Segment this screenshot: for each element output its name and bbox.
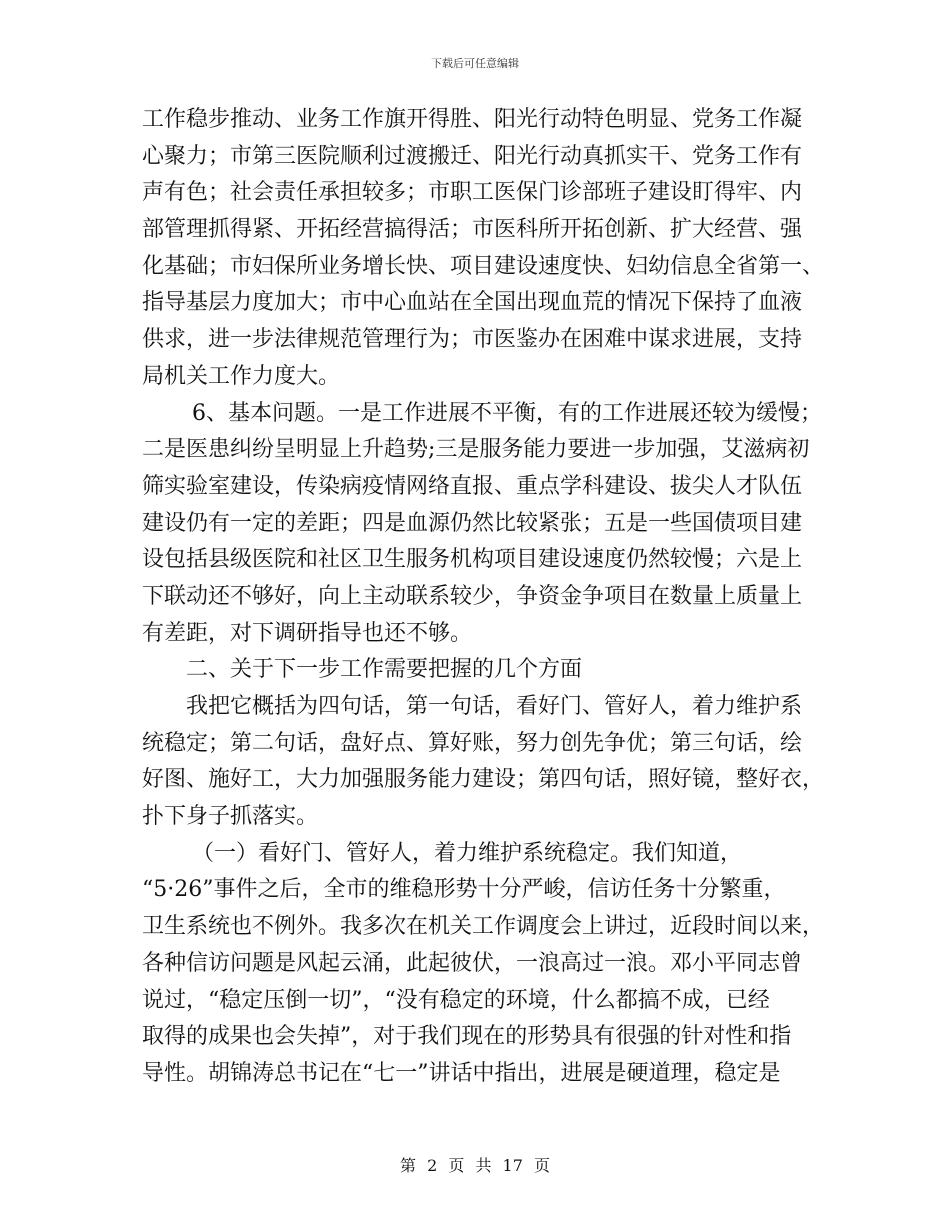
text-line: 心聚力；市第三医院顺利过渡搬迁、阳光行动真抓实干、党务工作有 (142, 143, 803, 169)
text-line: 卫生系统也不例外。我多次在机关工作调度会上讲过，近段时间以来， (142, 914, 825, 940)
text-line: 指导基层力度加大；市中心血站在全国出现血荒的情况下保持了血液 (142, 290, 803, 316)
text-line: 二是医患纠纷呈明显上升趋势;三是服务能力要进一步加强，艾滋病初 (142, 437, 810, 463)
text-line: 有差距，对下调研指导也还不够。 (142, 620, 473, 646)
text-line: 局机关工作力度大。 (142, 363, 341, 389)
text-line: “5·26”事件之后，全市的维稳形势十分严峻，信访任务十分繁重， (142, 877, 786, 903)
text-line: 筛实验室建设，传染病疫情网络直报、重点学科建设、拔尖人才队伍 (142, 473, 803, 499)
text-line: 说过，“稳定压倒一切”，“没有稳定的环境，什么都搞不成，已经 (142, 987, 770, 1013)
text-line: 建设仍有一定的差距；四是血源仍然比较紧张；五是一些国债项目建 (142, 510, 803, 536)
subsection-heading: （一）看好门、管好人，着力维护系统稳定。我们知道， (192, 840, 743, 866)
text-line: 工作稳步推动、业务工作旗开得胜、阳光行动特色明显、党务工作凝 (142, 107, 803, 132)
page-number: 第 2 页 共 17 页 (400, 1156, 550, 1175)
text-line: 6、基本问题。一是工作进展不平衡，有的工作进展还较为缓慢； (192, 400, 822, 426)
text-line: 下联动还不够好，向上主动联系较少，争资金争项目在数量上质量上 (142, 583, 803, 609)
text-line: 我把它概括为四句话，第一句话，看好门、管好人，着力维护系 (186, 694, 803, 719)
text-line: 设包括县级医院和社区卫生服务机构项目建设速度仍然较慢；六是上 (142, 547, 803, 573)
text-line: 导性。胡锦涛总书记在“七一”讲话中指出，进展是硬道理，稳定是 (142, 1060, 781, 1086)
text-line: 好图、施好工，大力加强服务能力建设；第四句话，照好镜，整好衣， (142, 767, 825, 793)
text-line: 各种信访问题是风起云涌，此起彼伏，一浪高过一浪。邓小平同志曾 (142, 950, 803, 976)
text-line: 化基础；市妇保所业务增长快、项目建设速度快、妇幼信息全省第一、 (142, 253, 825, 279)
text-line: 取得的成果也会失掉”，对于我们现在的形势具有很强的针对性和指 (142, 1024, 792, 1050)
text-line: 扑下身子抓落实。 (142, 804, 319, 830)
body-text (142, 102, 825, 1093)
text-line: 部管理抓得紧、开拓经营搞得活；市医科所开拓创新、扩大经营、强 (142, 217, 803, 243)
section-heading: 二、关于下一步工作需要把握的几个方面 (186, 657, 583, 683)
text-line: 声有色；社会责任承担较多；市职工医保门诊部班子建设盯得牢、内 (142, 180, 803, 206)
text-line: 统稳定；第二句话，盘好点、算好账，努力创先争优；第三句话，绘 (142, 730, 803, 756)
text-line: 供求，进一步法律规范管理行为；市医鉴办在困难中谋求进展，支持 (142, 327, 803, 353)
page-header: 下载后可任意编辑 (431, 57, 519, 70)
